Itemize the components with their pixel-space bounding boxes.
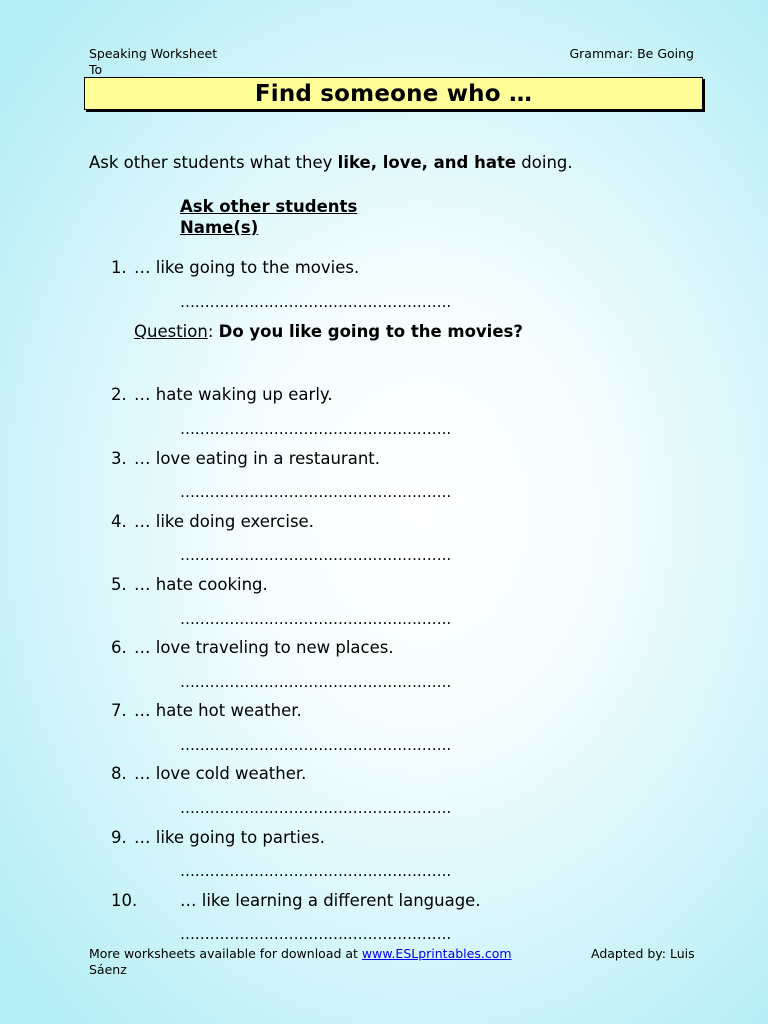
answer-blank[interactable]: ………………………………………………. xyxy=(180,673,451,691)
footer-text: More worksheets available for download at xyxy=(89,946,362,961)
item-text: … like doing exercise. xyxy=(134,512,314,531)
eslprintables-link[interactable]: www.ESLprintables.com xyxy=(361,946,512,961)
answer-blank[interactable]: ………………………………………………. xyxy=(180,925,451,943)
item-text: … hate hot weather. xyxy=(134,701,302,720)
item-number: 1. xyxy=(111,258,127,277)
item-number: 2. xyxy=(111,385,127,404)
item-number: 4. xyxy=(111,512,127,531)
worksheet-type-line1: Speaking Worksheet xyxy=(89,46,218,61)
item-number: 9. xyxy=(111,828,127,847)
page-title: Find someone who … xyxy=(254,80,533,107)
answer-blank[interactable]: ………………………………………………. xyxy=(180,610,451,628)
item-text: … like going to parties. xyxy=(134,828,325,847)
answer-blank[interactable]: ………………………………………………. xyxy=(180,293,451,311)
item-text: … like learning a different language. xyxy=(180,891,481,910)
footer-text-line2: Sáenz xyxy=(89,961,127,977)
item-text: … hate waking up early. xyxy=(134,385,333,404)
adapted-by: Adapted by: Luis xyxy=(591,946,695,961)
question-text: Do you like going to the movies? xyxy=(218,322,523,341)
grammar-topic: Grammar: Be Going xyxy=(569,46,694,61)
worksheet-type xyxy=(89,46,239,77)
instructions-text-after: doing. xyxy=(516,153,573,172)
column-heading xyxy=(180,196,357,238)
item-text: … love traveling to new places. xyxy=(134,638,394,657)
answer-blank[interactable]: ………………………………………………. xyxy=(180,736,451,754)
question-separator: : xyxy=(207,322,219,341)
worksheet-type-line2: To xyxy=(89,61,103,77)
item-number: 6. xyxy=(111,638,127,657)
item-number: 8. xyxy=(111,764,127,783)
answer-blank[interactable]: ………………………………………………. xyxy=(180,862,451,880)
answer-blank[interactable]: ………………………………………………. xyxy=(180,799,451,817)
answer-blank[interactable]: ………………………………………………. xyxy=(180,420,451,438)
example-question xyxy=(134,322,523,341)
item-number: 3. xyxy=(111,449,127,468)
item-number: 5. xyxy=(111,575,127,594)
title-banner xyxy=(84,77,703,110)
answer-blank[interactable]: ………………………………………………. xyxy=(180,546,451,564)
item-number: 7. xyxy=(111,701,127,720)
item-text: … love eating in a restaurant. xyxy=(134,449,380,468)
column-heading-line2: Name(s) xyxy=(180,218,259,237)
instructions xyxy=(89,153,573,172)
column-heading-line1: Ask other students xyxy=(180,197,358,216)
footer-credit xyxy=(89,946,529,977)
item-text: … love cold weather. xyxy=(134,764,307,783)
instructions-text-before: Ask other students what they xyxy=(89,153,338,172)
question-label: Question xyxy=(134,322,208,341)
item-text: … hate cooking. xyxy=(134,575,268,594)
instructions-bold: like, love, and hate xyxy=(337,153,517,172)
item-number: 10. xyxy=(111,891,138,910)
answer-blank[interactable]: ………………………………………………. xyxy=(180,483,451,501)
item-text: … like going to the movies. xyxy=(134,258,360,277)
